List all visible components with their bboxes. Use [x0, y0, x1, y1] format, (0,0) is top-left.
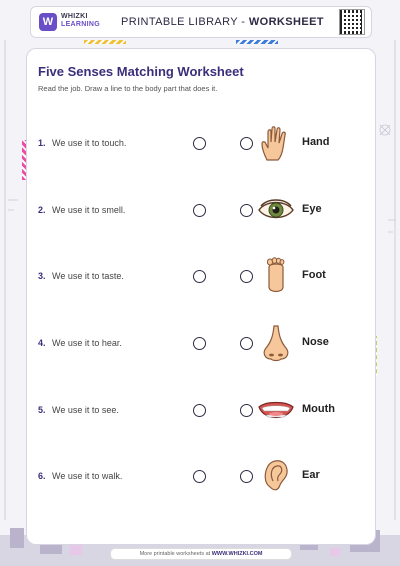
answer-label: Ear — [302, 469, 320, 481]
nose-icon — [258, 324, 294, 362]
footer-site-link[interactable]: WWW.WHIZKI.COM — [211, 551, 263, 557]
foot-icon — [258, 257, 294, 295]
question-number: 5. — [38, 405, 46, 415]
question-number: 1. — [38, 138, 46, 148]
brand-line-2: LEARNING — [61, 21, 100, 28]
answer-connector-dot[interactable] — [240, 204, 253, 217]
hand-icon — [258, 124, 294, 162]
header-title-bold: WORKSHEET — [248, 16, 324, 28]
header-bar — [30, 6, 372, 38]
question-text: We use it to hear. — [52, 338, 122, 348]
answer-connector-dot[interactable] — [240, 137, 253, 150]
brand-line-1: WHIZKI — [61, 13, 88, 20]
whizki-logo[interactable]: W — [39, 13, 57, 31]
question-connector-dot[interactable] — [193, 404, 206, 417]
worksheet-instruction: Read the job. Draw a line to the body part that does it. — [38, 84, 218, 93]
eye-icon — [258, 191, 294, 229]
question-connector-dot[interactable] — [193, 137, 206, 150]
match-row-4 — [0, 324, 400, 364]
answer-connector-dot[interactable] — [240, 404, 253, 417]
question-connector-dot[interactable] — [193, 270, 206, 283]
answer-connector-dot[interactable] — [240, 470, 253, 483]
question-text: We use it to see. — [52, 405, 119, 415]
question-number: 6. — [38, 471, 46, 481]
answer-connector-dot[interactable] — [240, 337, 253, 350]
question-number: 2. — [38, 205, 46, 215]
mouth-icon — [258, 391, 294, 429]
question-number: 4. — [38, 338, 46, 348]
question-text: We use it to smell. — [52, 205, 126, 215]
ear-icon — [258, 457, 294, 495]
question-text: We use it to walk. — [52, 471, 123, 481]
answer-label: Foot — [302, 269, 326, 281]
answer-label: Nose — [302, 336, 329, 348]
blue-stripe-decoration — [236, 40, 278, 44]
worksheet-title: Five Senses Matching Worksheet — [38, 64, 244, 79]
question-text: We use it to taste. — [52, 271, 124, 281]
question-text: We use it to touch. — [52, 138, 127, 148]
match-row-5 — [0, 391, 400, 431]
answer-label: Eye — [302, 203, 322, 215]
answer-connector-dot[interactable] — [240, 270, 253, 283]
match-row-1 — [0, 124, 400, 164]
brand-name — [61, 13, 100, 29]
footer-credit — [110, 548, 292, 560]
answer-label: Mouth — [302, 403, 335, 415]
header-title — [121, 16, 324, 28]
question-connector-dot[interactable] — [193, 470, 206, 483]
footer-prefix: More printable worksheets at — [139, 551, 212, 557]
match-row-6 — [0, 457, 400, 497]
answer-label: Hand — [302, 136, 330, 148]
question-connector-dot[interactable] — [193, 204, 206, 217]
question-connector-dot[interactable] — [193, 337, 206, 350]
match-row-2 — [0, 191, 400, 231]
yellow-stripe-decoration — [84, 40, 126, 44]
match-row-3 — [0, 257, 400, 297]
header-title-prefix: PRINTABLE LIBRARY - — [121, 16, 249, 28]
qr-code-icon[interactable] — [339, 9, 365, 35]
question-number: 3. — [38, 271, 46, 281]
